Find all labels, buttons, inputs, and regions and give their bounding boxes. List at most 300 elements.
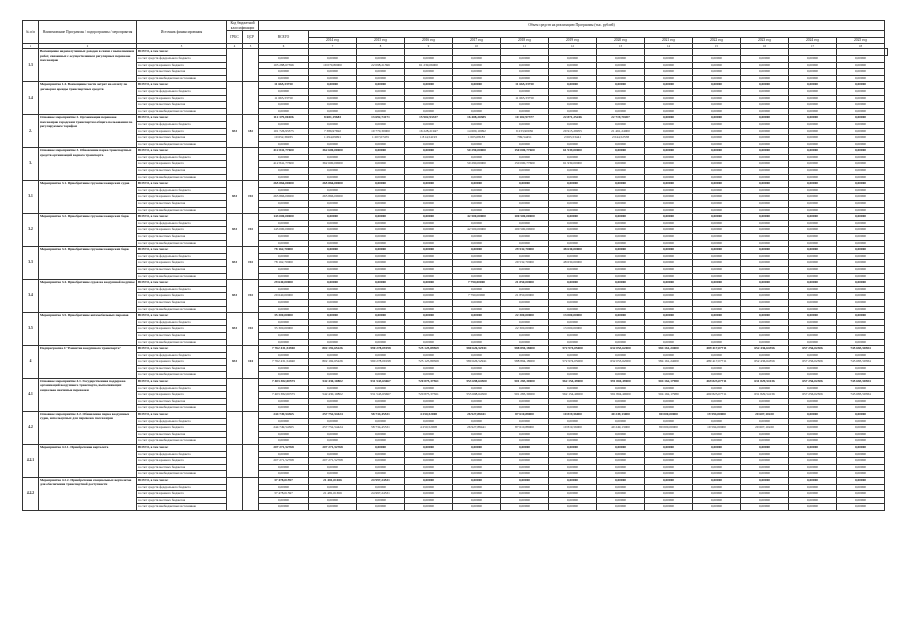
- amount-year: 0,00000: [357, 207, 405, 214]
- amount-year: 0,00000: [357, 82, 405, 89]
- amount-year: 720 875,37561: [405, 392, 453, 399]
- amount-total: 0,00000: [259, 69, 309, 76]
- table-row: [23, 135, 888, 142]
- header-index-cell: 12: [549, 44, 597, 49]
- amount-year: 0,00000: [837, 504, 885, 511]
- funding-source: за счет средств федерального бюджета: [137, 88, 227, 95]
- measure-name: Мероприятие 3.4. Приобретение судов на воздушной подушке: [39, 280, 137, 313]
- amount-year: 0,00000: [357, 187, 405, 194]
- amount-year: 0,00000: [453, 299, 501, 306]
- amount-year: 0,00000: [693, 82, 741, 89]
- amount-year: 0,00000: [645, 352, 693, 359]
- amount-year: 0,00000: [789, 299, 837, 306]
- amount-year: 0,00000: [837, 154, 885, 161]
- funding-source: за счет средств местных бюджетов: [137, 398, 227, 405]
- amount-year: 0,00000: [453, 372, 501, 379]
- amount-total: 101 726,93375: [259, 128, 309, 135]
- amount-year: 0,00000: [837, 194, 885, 201]
- amount-year: 0,00000: [645, 286, 693, 293]
- amount-year: 0,00000: [549, 365, 597, 372]
- amount-total: 0,00000: [259, 504, 309, 511]
- funding-source: за счет средств федерального бюджета: [137, 154, 227, 161]
- amount-year: 0,00000: [549, 418, 597, 425]
- amount-year: 0,00000: [789, 418, 837, 425]
- amount-year: 0,00000: [693, 477, 741, 484]
- measure-name: Основное мероприятие 3. Обновление парка транспортных средств организаций водного транспорта: [39, 148, 137, 181]
- row-number: 3.5: [23, 313, 39, 346]
- amount-year: 0,00000: [549, 194, 597, 201]
- funding-source: ВСЕГО, в том числе:: [137, 346, 227, 353]
- amount-total: 0,00000: [259, 75, 309, 82]
- amount-year: 0,00000: [645, 319, 693, 326]
- amount-year: 0,00000: [693, 260, 741, 267]
- amount-year: 0,00000: [597, 240, 645, 247]
- funding-source: за счет средств краевого бюджета: [137, 95, 227, 102]
- amount-year: 0,00000: [837, 220, 885, 227]
- header-year: 2019 год: [549, 37, 597, 44]
- amount-year: 0,00000: [741, 319, 789, 326]
- amount-year: 0,00000: [357, 464, 405, 471]
- amount-year: 0,00000: [837, 326, 885, 333]
- amount-year: 0,00000: [645, 207, 693, 214]
- amount-year: 58 734,45531: [357, 412, 405, 419]
- amount-year: 0,00000: [741, 62, 789, 69]
- amount-year: 0,00000: [309, 55, 357, 62]
- amount-year: 0,00000: [597, 95, 645, 102]
- amount-year: 0,00000: [741, 398, 789, 405]
- amount-total: 0,00000: [259, 365, 309, 372]
- amount-year: 0,00000: [741, 75, 789, 82]
- table-row: [23, 247, 888, 254]
- amount-year: 0,00000: [597, 154, 645, 161]
- amount-year: 48 630,00000: [549, 247, 597, 254]
- amount-year: 0,00000: [789, 280, 837, 287]
- row-number: 4.2.1: [23, 445, 39, 478]
- table-row: [23, 293, 888, 300]
- amount-year: 0,00000: [837, 135, 885, 142]
- amount-year: 0,00000: [405, 372, 453, 379]
- amount-year: 0,00000: [837, 299, 885, 306]
- amount-year: 0,00000: [501, 141, 549, 148]
- amount-year: 0,00000: [405, 385, 453, 392]
- amount-year: 0,00000: [453, 69, 501, 76]
- csr-code: [243, 49, 259, 82]
- amount-year: 0,00000: [693, 128, 741, 135]
- amount-year: 0,00000: [549, 220, 597, 227]
- table-row: [23, 260, 888, 267]
- amount-year: 0,00000: [837, 115, 885, 122]
- amount-year: 0,00000: [837, 484, 885, 491]
- amount-year: 0,00000: [549, 240, 597, 247]
- amount-year: 0,00000: [693, 286, 741, 293]
- amount-year: 0,00000: [309, 372, 357, 379]
- table-row: [23, 464, 888, 471]
- amount-year: 0,00000: [645, 445, 693, 452]
- amount-year: 0,00000: [789, 55, 837, 62]
- amount-year: 0,00000: [741, 121, 789, 128]
- funding-source: ВСЕГО, в том числе:: [137, 181, 227, 188]
- amount-year: 0,00000: [597, 187, 645, 194]
- amount-year: 0,00000: [501, 69, 549, 76]
- amount-total: 0,00000: [259, 299, 309, 306]
- amount-year: 0,00000: [405, 451, 453, 458]
- amount-year: 0,00000: [357, 102, 405, 109]
- amount-year: 11 665,33750: [501, 95, 549, 102]
- funding-source: за счет средств местных бюджетов: [137, 234, 227, 241]
- amount-year: 0,00000: [405, 504, 453, 511]
- amount-year: 0,00000: [789, 319, 837, 326]
- amount-year: 0,00000: [309, 82, 357, 89]
- amount-year: 0,00000: [549, 82, 597, 89]
- amount-year: 0,00000: [405, 253, 453, 260]
- amount-year: 0,00000: [405, 82, 453, 89]
- funding-source: за счет средств местных бюджетов: [137, 332, 227, 339]
- amount-year: 0,00000: [645, 458, 693, 465]
- amount-year: 0,00000: [357, 247, 405, 254]
- amount-year: 0,00000: [741, 306, 789, 313]
- amount-year: 0,00000: [597, 405, 645, 412]
- amount-year: 0,00000: [453, 431, 501, 438]
- amount-year: 19 594,00000: [693, 425, 741, 432]
- amount-year: 0,00000: [453, 398, 501, 405]
- amount-year: 0,00000: [837, 128, 885, 135]
- row-number: 3.1: [23, 181, 39, 214]
- amount-year: 0,00000: [405, 306, 453, 313]
- grbs-code: 833: [227, 346, 243, 379]
- amount-total: 0,00000: [259, 332, 309, 339]
- amount-year: 0,00000: [549, 398, 597, 405]
- amount-year: 0,00000: [597, 148, 645, 155]
- grbs-code: 833: [227, 280, 243, 313]
- table-row: [23, 62, 888, 69]
- amount-total: 0,00000: [259, 121, 309, 128]
- amount-total: 0,00000: [259, 484, 309, 491]
- amount-year: 0,00000: [597, 491, 645, 498]
- amount-year: 0,00000: [309, 247, 357, 254]
- amount-year: 0,00000: [645, 62, 693, 69]
- amount-year: 22 719,70207: [597, 115, 645, 122]
- funding-source: ВСЕГО, в том числе:: [137, 412, 227, 419]
- amount-total: 35 300,00000: [259, 326, 309, 333]
- amount-year: 2 044,52558: [597, 135, 645, 142]
- amount-year: 265 866,00000: [309, 194, 357, 201]
- funding-source: за счет средств местных бюджетов: [137, 464, 227, 471]
- amount-year: 0,00000: [645, 280, 693, 287]
- funding-source: за счет средств местных бюджетов: [137, 168, 227, 175]
- amount-year: 0,00000: [597, 69, 645, 76]
- amount-year: 0,00000: [405, 95, 453, 102]
- amount-year: 0,00000: [453, 471, 501, 478]
- header-index-cell: 8: [357, 44, 405, 49]
- table-row: [23, 392, 888, 399]
- table-row: [23, 154, 888, 161]
- amount-year: 0,00000: [405, 313, 453, 320]
- amount-year: 0,00000: [837, 398, 885, 405]
- amount-year: 7 790,00000: [453, 293, 501, 300]
- funding-source: за счет средств федерального бюджета: [137, 253, 227, 260]
- amount-year: 0,00000: [501, 121, 549, 128]
- amount-year: 0,00000: [597, 55, 645, 62]
- amount-year: 257 752,54424: [309, 412, 357, 419]
- amount-total: 0,00000: [259, 108, 309, 115]
- amount-year: 100 500,00000: [501, 227, 549, 234]
- amount-total: 0,00000: [259, 220, 309, 227]
- amount-year: 0,00000: [453, 240, 501, 247]
- amount-total: 143 000,00000: [259, 214, 309, 221]
- table-row: [23, 207, 888, 214]
- amount-year: 0,00000: [741, 168, 789, 175]
- amount-year: 0,00000: [837, 161, 885, 168]
- amount-year: 0,00000: [645, 273, 693, 280]
- amount-year: 0,00000: [357, 95, 405, 102]
- amount-year: 0,00000: [501, 253, 549, 260]
- amount-year: 0,00000: [309, 280, 357, 287]
- amount-total: 0,00000: [259, 464, 309, 471]
- amount-year: 0,00000: [501, 201, 549, 208]
- amount-year: 0,00000: [453, 181, 501, 188]
- amount-year: 0,00000: [357, 174, 405, 181]
- amount-year: 20 607,10220: [741, 412, 789, 419]
- amount-year: 0,00000: [549, 121, 597, 128]
- amount-total: 0,00000: [259, 88, 309, 95]
- header-index-cell: 5: [243, 44, 259, 49]
- grbs-code: 833: [227, 313, 243, 346]
- amount-year: 0,00000: [837, 227, 885, 234]
- amount-year: 0,00000: [405, 121, 453, 128]
- funding-source: за счет средств внебюджетных источников: [137, 339, 227, 346]
- amount-year: 58 734,45531: [357, 425, 405, 432]
- row-number: 1.4: [23, 82, 39, 115]
- amount-total: 0,00000: [259, 451, 309, 458]
- amount-year: 0,00000: [405, 471, 453, 478]
- amount-year: 50 290,00000: [453, 148, 501, 155]
- amount-year: 0,00000: [597, 201, 645, 208]
- grbs-code: [227, 49, 243, 82]
- amount-year: 0,00000: [501, 174, 549, 181]
- amount-year: 0,00000: [453, 62, 501, 69]
- funding-source: за счет средств краевого бюджета: [137, 425, 227, 432]
- amount-year: 0,00000: [837, 273, 885, 280]
- amount-year: 0,00000: [501, 220, 549, 227]
- amount-year: 0,00000: [309, 484, 357, 491]
- amount-year: [549, 49, 597, 56]
- amount-year: 0,00000: [645, 121, 693, 128]
- amount-year: 0,00000: [645, 385, 693, 392]
- amount-year: 0,00000: [309, 365, 357, 372]
- amount-year: 0,00000: [693, 266, 741, 273]
- amount-year: 0,00000: [837, 385, 885, 392]
- amount-total: 0,00000: [259, 471, 309, 478]
- amount-year: 0,00000: [549, 207, 597, 214]
- row-number: 4: [23, 346, 39, 379]
- amount-year: 0,00000: [597, 398, 645, 405]
- funding-source: за счет средств внебюджетных источников: [137, 405, 227, 412]
- amount-year: 0,00000: [453, 82, 501, 89]
- amount-year: 0,00000: [501, 194, 549, 201]
- amount-year: 0,00000: [453, 352, 501, 359]
- csr-code: 192: [243, 313, 259, 346]
- amount-year: 0,00000: [549, 491, 597, 498]
- amount-year: 0,00000: [741, 326, 789, 333]
- amount-year: 0,00000: [741, 88, 789, 95]
- amount-year: 0,00000: [309, 121, 357, 128]
- amount-year: 0,00000: [357, 431, 405, 438]
- amount-year: 0,00000: [309, 88, 357, 95]
- amount-year: 0,00000: [693, 207, 741, 214]
- amount-year: 0,00000: [453, 141, 501, 148]
- amount-year: 0,00000: [357, 214, 405, 221]
- amount-year: 0,00000: [837, 405, 885, 412]
- amount-year: 0,00000: [645, 332, 693, 339]
- amount-total: 0,00000: [259, 201, 309, 208]
- amount-year: 0,00000: [645, 497, 693, 504]
- amount-year: 0,00000: [693, 497, 741, 504]
- amount-year: 745 683,50584: [837, 359, 885, 366]
- amount-year: 0,00000: [837, 438, 885, 445]
- funding-source: за счет средств краевого бюджета: [137, 326, 227, 333]
- amount-year: 0,00000: [597, 438, 645, 445]
- amount-year: 0,00000: [501, 75, 549, 82]
- table-row: [23, 82, 888, 89]
- amount-year: 0,00000: [309, 326, 357, 333]
- table-header: [23, 21, 888, 49]
- amount-year: 0,00000: [309, 260, 357, 267]
- amount-year: 0,00000: [501, 405, 549, 412]
- funding-source: ВСЕГО, в том числе:: [137, 115, 227, 122]
- amount-year: 0,00000: [549, 504, 597, 511]
- amount-year: 0,00000: [357, 306, 405, 313]
- amount-year: 0,00000: [693, 326, 741, 333]
- measure-name: Основное мероприятие 4.1. Государственная поддержка организаций воздушного транспорта, выполняющих социально значимые перевозки: [39, 379, 137, 412]
- amount-year: 0,00000: [789, 260, 837, 267]
- amount-year: 590 278,09198: [357, 359, 405, 366]
- amount-year: 0,00000: [357, 220, 405, 227]
- funding-source: за счет средств местных бюджетов: [137, 266, 227, 273]
- amount-year: 0,00000: [741, 102, 789, 109]
- grbs-code: [227, 82, 243, 115]
- amount-year: 80 000,00000: [645, 412, 693, 419]
- amount-year: 0,00000: [597, 266, 645, 273]
- amount-year: 0,00000: [357, 332, 405, 339]
- amount-year: 1 814,54193: [405, 135, 453, 142]
- amount-year: 10 819,56000: [549, 412, 597, 419]
- funding-source: ВСЕГО, в том числе:: [137, 214, 227, 221]
- grbs-code: 833: [227, 247, 243, 280]
- amount-year: 0,00000: [405, 174, 453, 181]
- amount-year: 0,00000: [405, 234, 453, 241]
- table-row: [23, 174, 888, 181]
- amount-year: 0,00000: [357, 293, 405, 300]
- amount-total: 0,00000: [259, 497, 309, 504]
- amount-year: 469 823,07711: [693, 392, 741, 399]
- amount-year: 0,00000: [357, 458, 405, 465]
- amount-year: 0,00000: [645, 306, 693, 313]
- amount-year: 531 543,63667: [357, 379, 405, 386]
- amount-year: 0,00000: [597, 141, 645, 148]
- amount-year: 0,00000: [501, 266, 549, 273]
- amount-year: 0,00000: [597, 75, 645, 82]
- amount-year: 0,00000: [405, 260, 453, 267]
- amount-year: 0,00000: [741, 451, 789, 458]
- amount-year: 0,00000: [501, 240, 549, 247]
- amount-year: 0,00000: [789, 352, 837, 359]
- amount-year: 0,00000: [741, 280, 789, 287]
- amount-year: 0,00000: [645, 102, 693, 109]
- amount-year: 0,00000: [405, 141, 453, 148]
- amount-year: 19 594,00000: [693, 412, 741, 419]
- funding-source: ВСЕГО, в том числе:: [137, 379, 227, 386]
- amount-total: 0,00000: [259, 319, 309, 326]
- amount-year: 0,00000: [453, 108, 501, 115]
- amount-year: 0,00000: [357, 181, 405, 188]
- amount-year: 0,00000: [789, 293, 837, 300]
- header-index-cell: 3: [137, 44, 227, 49]
- amount-year: 0,00000: [501, 234, 549, 241]
- table-row: [23, 497, 888, 504]
- amount-year: 0,00000: [309, 504, 357, 511]
- budget-table: [22, 20, 888, 511]
- measure-name: Возмещение недополученных доходов в связи с выполнением работ, связанных с осуществлением регулярных перевозок пассажиров: [39, 49, 137, 82]
- header-index-cell: 6: [259, 44, 309, 49]
- funding-source: ВСЕГО, в том числе:: [137, 313, 227, 320]
- amount-year: 0,00000: [597, 194, 645, 201]
- amount-year: 21 850,00000: [501, 293, 549, 300]
- amount-year: 0,00000: [357, 266, 405, 273]
- amount-year: 0,00000: [741, 266, 789, 273]
- amount-year: 745 683,50584: [837, 379, 885, 386]
- amount-year: 0,00000: [597, 471, 645, 478]
- funding-source: за счет средств внебюджетных источников: [137, 240, 227, 247]
- amount-year: 0,00000: [309, 385, 357, 392]
- amount-year: 0,00000: [453, 326, 501, 333]
- amount-year: 0,00000: [357, 194, 405, 201]
- amount-year: 0,00000: [405, 55, 453, 62]
- funding-source: за счет средств краевого бюджета: [137, 161, 227, 168]
- amount-year: 0,00000: [645, 260, 693, 267]
- amount-year: 0,00000: [453, 385, 501, 392]
- amount-year: 1 207,07455: [357, 135, 405, 142]
- amount-year: 0,00000: [405, 491, 453, 498]
- amount-year: 0,00000: [597, 464, 645, 471]
- amount-year: 0,00000: [645, 253, 693, 260]
- amount-year: 0,00000: [453, 247, 501, 254]
- row-number: 2.: [23, 115, 39, 148]
- funding-source: за счет средств федерального бюджета: [137, 121, 227, 128]
- amount-year: 0,00000: [501, 181, 549, 188]
- amount-year: 0,00000: [597, 181, 645, 188]
- amount-year: 0,00000: [693, 339, 741, 346]
- amount-year: 0,00000: [645, 154, 693, 161]
- amount-year: 0,00000: [549, 385, 597, 392]
- amount-year: 0,00000: [453, 319, 501, 326]
- amount-year: 0,00000: [693, 491, 741, 498]
- amount-year: 0,00000: [741, 174, 789, 181]
- table-row: [23, 108, 888, 115]
- amount-year: 0,00000: [789, 398, 837, 405]
- amount-year: 0,00000: [405, 319, 453, 326]
- amount-year: 0,00000: [405, 148, 453, 155]
- amount-year: 0,00000: [309, 220, 357, 227]
- amount-year: 0,00000: [405, 108, 453, 115]
- amount-year: 0,00000: [357, 319, 405, 326]
- amount-year: 0,00000: [309, 273, 357, 280]
- amount-year: 0,00000: [645, 464, 693, 471]
- row-number: 3.2: [23, 214, 39, 247]
- table-row: [23, 75, 888, 82]
- amount-year: 0,00000: [357, 445, 405, 452]
- funding-source: за счет средств федерального бюджета: [137, 319, 227, 326]
- amount-year: 0,00000: [501, 471, 549, 478]
